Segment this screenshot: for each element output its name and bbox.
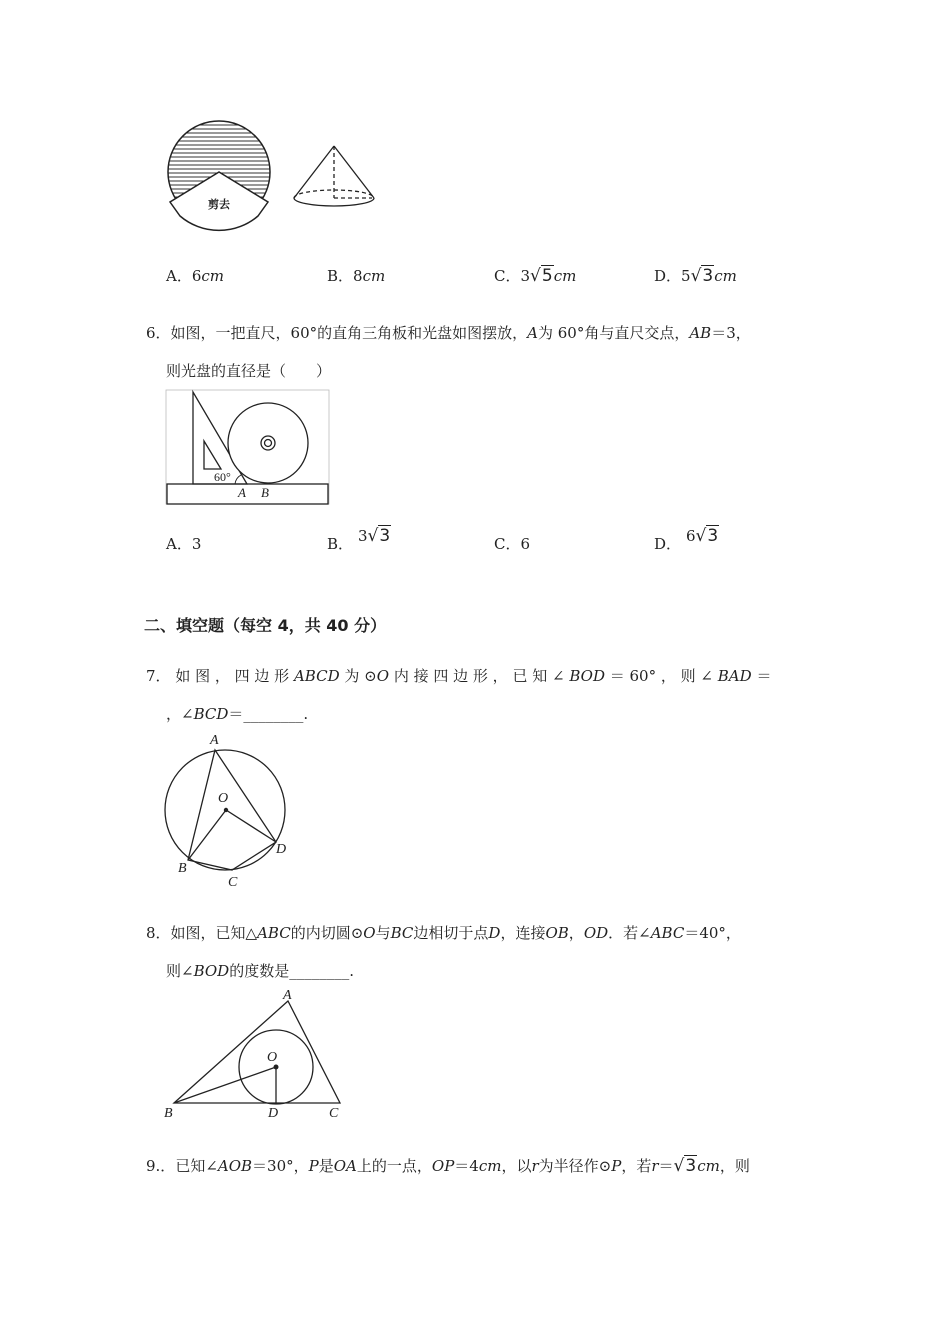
q8-line1: 8．如图，已知△ABC的内切圆⊙O与BC边相切于点D，连接OB，OD．若∠ABC＝40°， (146, 924, 741, 942)
q6-line2: 则光盘的直径是（ ） (166, 362, 332, 380)
q8-line2: 则∠BOD的度数是________. (166, 962, 354, 980)
angle-arc (235, 475, 241, 484)
label-c: C (329, 1106, 339, 1121)
ruler (167, 484, 328, 504)
triangle-abc (174, 1001, 340, 1103)
q6-line1: 6．如图，一把直尺，60°的直角三角板和光盘如图摆放，A为 60°角与直尺交点，AB＝3， (146, 324, 751, 342)
quadrilateral (188, 750, 276, 870)
q5-option-a: A．6cm (166, 267, 225, 285)
disc (228, 403, 308, 483)
q6-option-b: B． (327, 535, 354, 553)
label-d: D (276, 842, 287, 857)
q7-line1: 7． 如 图 ， 四 边 形 ABCD 为 ⊙O 内 接 四 边 形 ， 已 知 ∠ BOD ＝ 60° ， 则 ∠ BAD ＝ (146, 667, 772, 685)
q5-option-c: C．3√5cm (494, 266, 577, 286)
q8-figure (160, 985, 355, 1123)
radical-sign: √ (530, 266, 541, 286)
radical-sign: √ (367, 526, 379, 546)
label-o: O (267, 1050, 278, 1065)
q6-option-b-value: 3√3 (358, 526, 391, 546)
radical-sign: √ (673, 1156, 685, 1176)
angle-label: 60° (214, 470, 231, 484)
label-o: O (218, 791, 229, 806)
center-point (224, 808, 228, 812)
label-a: A (238, 485, 246, 500)
center-point (274, 1065, 279, 1070)
q7-figure (160, 728, 295, 893)
q5-option-b: B．8cm (327, 267, 386, 285)
q5-figure (160, 120, 390, 235)
label-a: A (210, 733, 219, 748)
label-c: C (228, 875, 238, 890)
q6-option-d: D． (654, 535, 682, 553)
radical-sign: √ (690, 266, 702, 286)
cone (294, 146, 374, 206)
label-d: D (268, 1106, 279, 1121)
label-b: B (178, 861, 187, 876)
q6-option-c: C．6 (494, 535, 531, 553)
q5-option-d: D．5√3cm (654, 266, 737, 286)
section-title: 二、填空题（每空 4，共 40 分） (144, 616, 387, 635)
q6-option-a: A．3 (166, 535, 202, 553)
label-b: B (164, 1106, 173, 1121)
q9-line1: 9.．已知∠AOB＝30°，P是OA上的一点，OP＝4cm，以r为半径作⊙P，若r＝√3cm，则 (146, 1156, 750, 1176)
label-a: A (283, 988, 292, 1003)
q7-line2: ，∠BCD＝________. (166, 705, 309, 723)
radical-sign: √ (695, 526, 707, 546)
q6-option-d-value: 6√3 (686, 526, 719, 546)
label-b: B (261, 485, 269, 500)
cut-label: 剪去 (208, 199, 230, 211)
q6-figure (165, 389, 331, 507)
